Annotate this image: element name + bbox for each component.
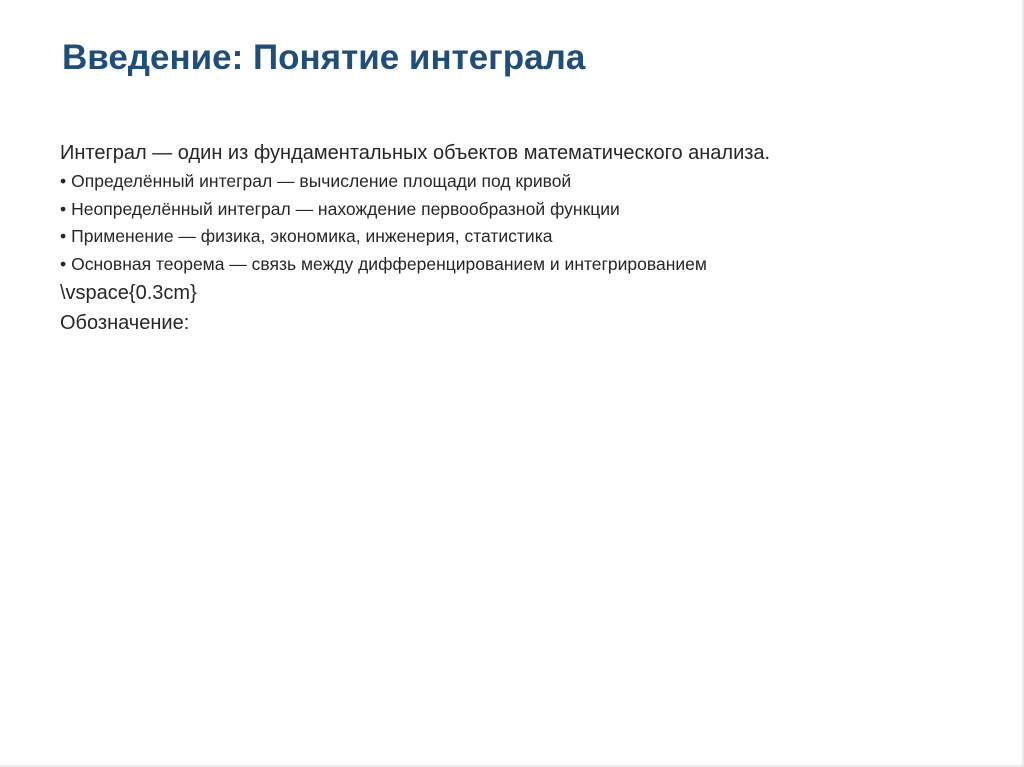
list-item	[60, 251, 980, 279]
bullet-text: Основная теорема — связь между дифференцированием и интегрированием	[71, 253, 707, 274]
bullet-icon: •	[60, 171, 67, 191]
bullet-icon: •	[60, 226, 67, 246]
slide-body	[60, 138, 980, 338]
list-item	[60, 196, 980, 224]
bullet-icon: •	[60, 253, 67, 274]
list-item	[60, 223, 980, 251]
bullet-text: Неопределённый интеграл — нахождение первообразной функции	[71, 198, 620, 219]
bullet-text: Определённый интеграл — вычисление площади под кривой	[71, 171, 572, 191]
notation-label: Обозначение:	[60, 312, 190, 334]
bullet-list	[60, 168, 980, 278]
bullet-icon: •	[60, 198, 67, 219]
intro-text: Интеграл — один из фундаментальных объектов математического анализа.	[60, 142, 771, 164]
latex-command-text: \vspace{0.3cm}	[60, 282, 197, 304]
list-item	[60, 168, 980, 196]
slide-title: Введение: Понятие интеграла	[62, 38, 586, 77]
bullet-text: Применение — физика, экономика, инженерия, статистика	[71, 226, 553, 246]
